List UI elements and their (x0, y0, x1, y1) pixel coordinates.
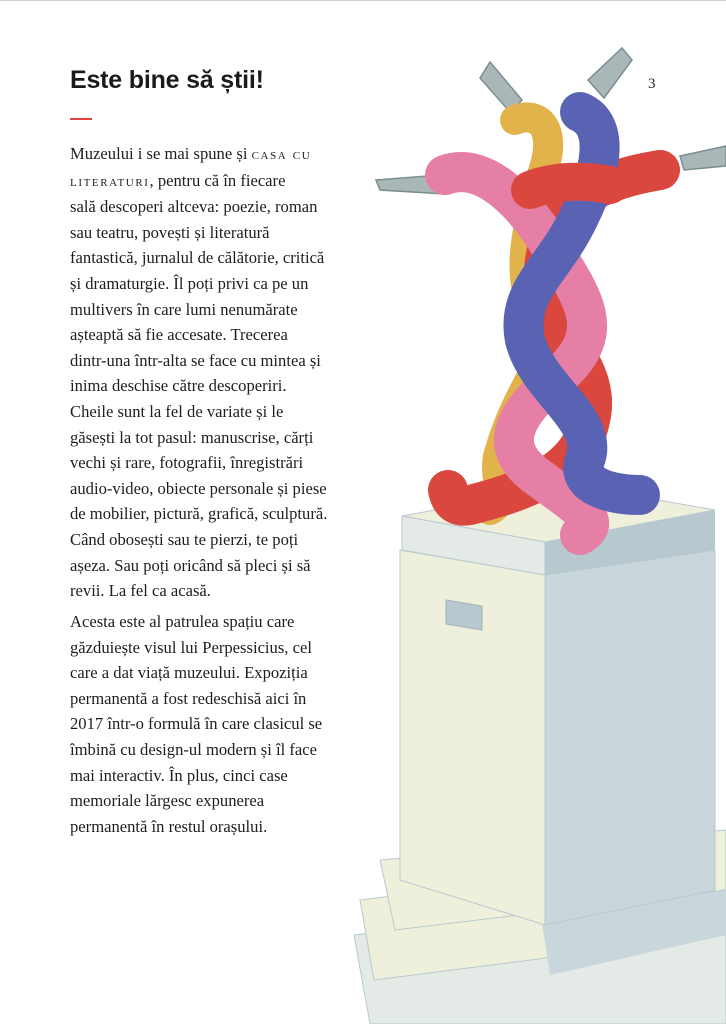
text-line: așeza. Sau poți oricând să pleci și să (70, 555, 311, 575)
pen-nib-icon (588, 48, 632, 98)
text-line: Muzeului i se mai spune și casa cu (70, 144, 312, 163)
text-line: așteaptă să fie accesate. Trecerea (70, 325, 288, 345)
text-line: îmbină cu design-ul modern și îl face (70, 739, 317, 759)
sculpture-illustration (340, 30, 726, 1024)
text-line: găsești la tot pasul: manuscrise, cărți (70, 427, 314, 447)
text-line: sau teatru, povești și literatură (70, 222, 270, 242)
pedestal (354, 485, 726, 1024)
pedestal-shaft-side (545, 550, 715, 925)
paragraph-1 (70, 141, 370, 604)
text-line: vechi și rare, fotografii, înregistrări (70, 453, 304, 473)
text-line: Când obosești sau te pierzi, te poți (70, 529, 299, 549)
title-accent-rule (70, 118, 92, 120)
text-line: găzduiește visul lui Perpessicius, cel (70, 637, 312, 657)
twisted-tubes (445, 112, 660, 535)
text-line: 2017 într-o formulă în care clasicul se (70, 714, 323, 734)
text-line: permanentă a fost redeschisă aici în (70, 688, 307, 708)
paragraph-2 (70, 609, 370, 839)
text-line: inima deschise către descoperiri. (70, 376, 287, 396)
text-line: literaturi, pentru că în fiecare (70, 170, 286, 190)
museum-nickname-part1: casa cu (251, 146, 312, 163)
page-title: Este bine să știi! (70, 66, 264, 94)
text-line: memoriale lărgesc expunerea (70, 791, 265, 811)
text-line: revii. La fel ca acasă. (70, 581, 211, 601)
museum-nickname-part2: literaturi (70, 172, 150, 190)
text-line: care a dat viață muzeului. Expoziția (70, 663, 308, 683)
text-line: multivers în care lumi nenumărate (70, 299, 298, 319)
pen-nib-icon (680, 146, 726, 170)
text-line: audio-video, obiecte personale și piese (70, 478, 327, 498)
text-line: sală descoperi altceva: poezie, roman (70, 197, 318, 217)
text-line: Cheile sunt la fel de variate și le (70, 401, 284, 421)
text-line: mai interactiv. În plus, cinci case (70, 765, 288, 785)
page-number: 3 (648, 76, 656, 92)
text-line: Acesta este al patrulea spațiu care (70, 612, 295, 631)
text-line: permanentă în restul orașului. (70, 816, 268, 836)
text-line: și dramaturgie. Îl poți privi ca pe un (70, 273, 309, 293)
text-line: de mobilier, pictură, grafică, sculptură. (70, 504, 328, 524)
tube-red-top (530, 182, 610, 190)
text-line: dintr-una într-alta se face cu mintea și (70, 350, 321, 370)
text-line: fantastică, jurnalul de călătorie, critică (70, 248, 325, 268)
top-border (0, 0, 726, 1)
